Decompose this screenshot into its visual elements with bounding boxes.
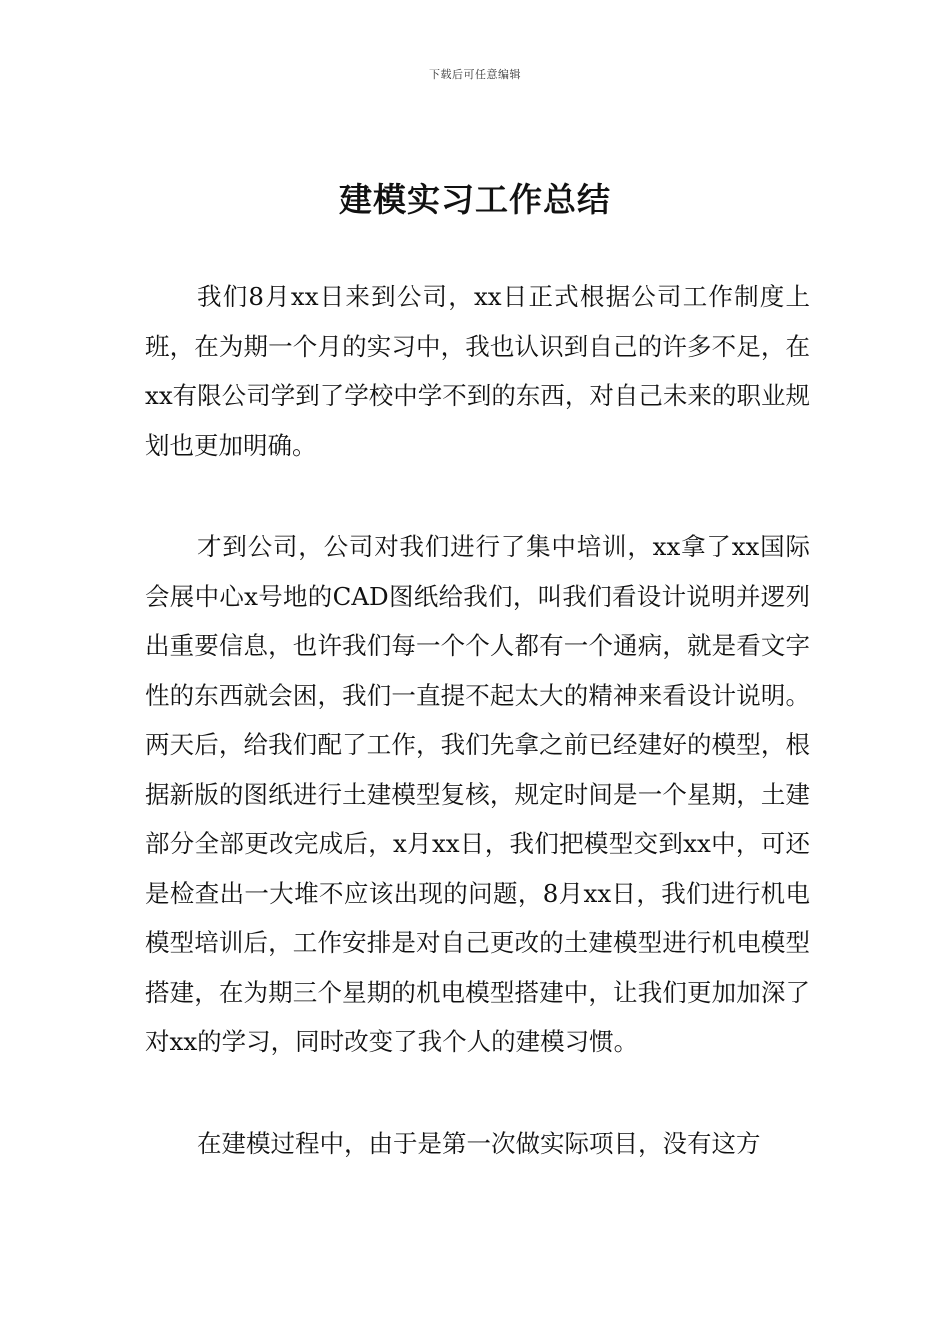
paragraph-2: 才到公司，公司对我们进行了集中培训，xx拿了xx国际会展中心x号地的CAD图纸给我们，叫我们看设计说明并逻列出重要信息，也许我们每一个个人都有一个通病，就是看文字性的东西就会困，我们一直提不起太大的精神来看设计说明。两天后，给我们配了工作，我们先拿之前已经建好的模型，根据新版的图纸进行土建模型复核，规定时间是一个星期，土建部分全部更改完成后，x月xx日，我们把模型交到xx中，可还是检查出一大堆不应该出现的问题，8月xx日，我们进行机电模型培训后，工作安排是对自己更改的土建模型进行机电模型搭建，在为期三个星期的机电模型搭建中，让我们更加加深了对xx的学习，同时改变了我个人的建模习惯。: [145, 532, 810, 1056]
paragraph-1: 我们8月xx日来到公司，xx日正式根据公司工作制度上班，在为期一个月的实习中，我也认识到自己的许多不足，在xx有限公司学到了学校中学不到的东西，对自己未来的职业规划也更加明确。: [145, 282, 810, 460]
paragraph-spacer: [145, 1067, 810, 1119]
paragraph-3: 在建模过程中，由于是第一次做实际项目，没有这方: [197, 1128, 761, 1158]
document-body: [145, 272, 810, 1168]
header-note: 下载后可任意编辑: [429, 68, 521, 81]
paragraph-spacer: [145, 470, 810, 522]
document-title: 建模实习工作总结: [339, 180, 611, 219]
